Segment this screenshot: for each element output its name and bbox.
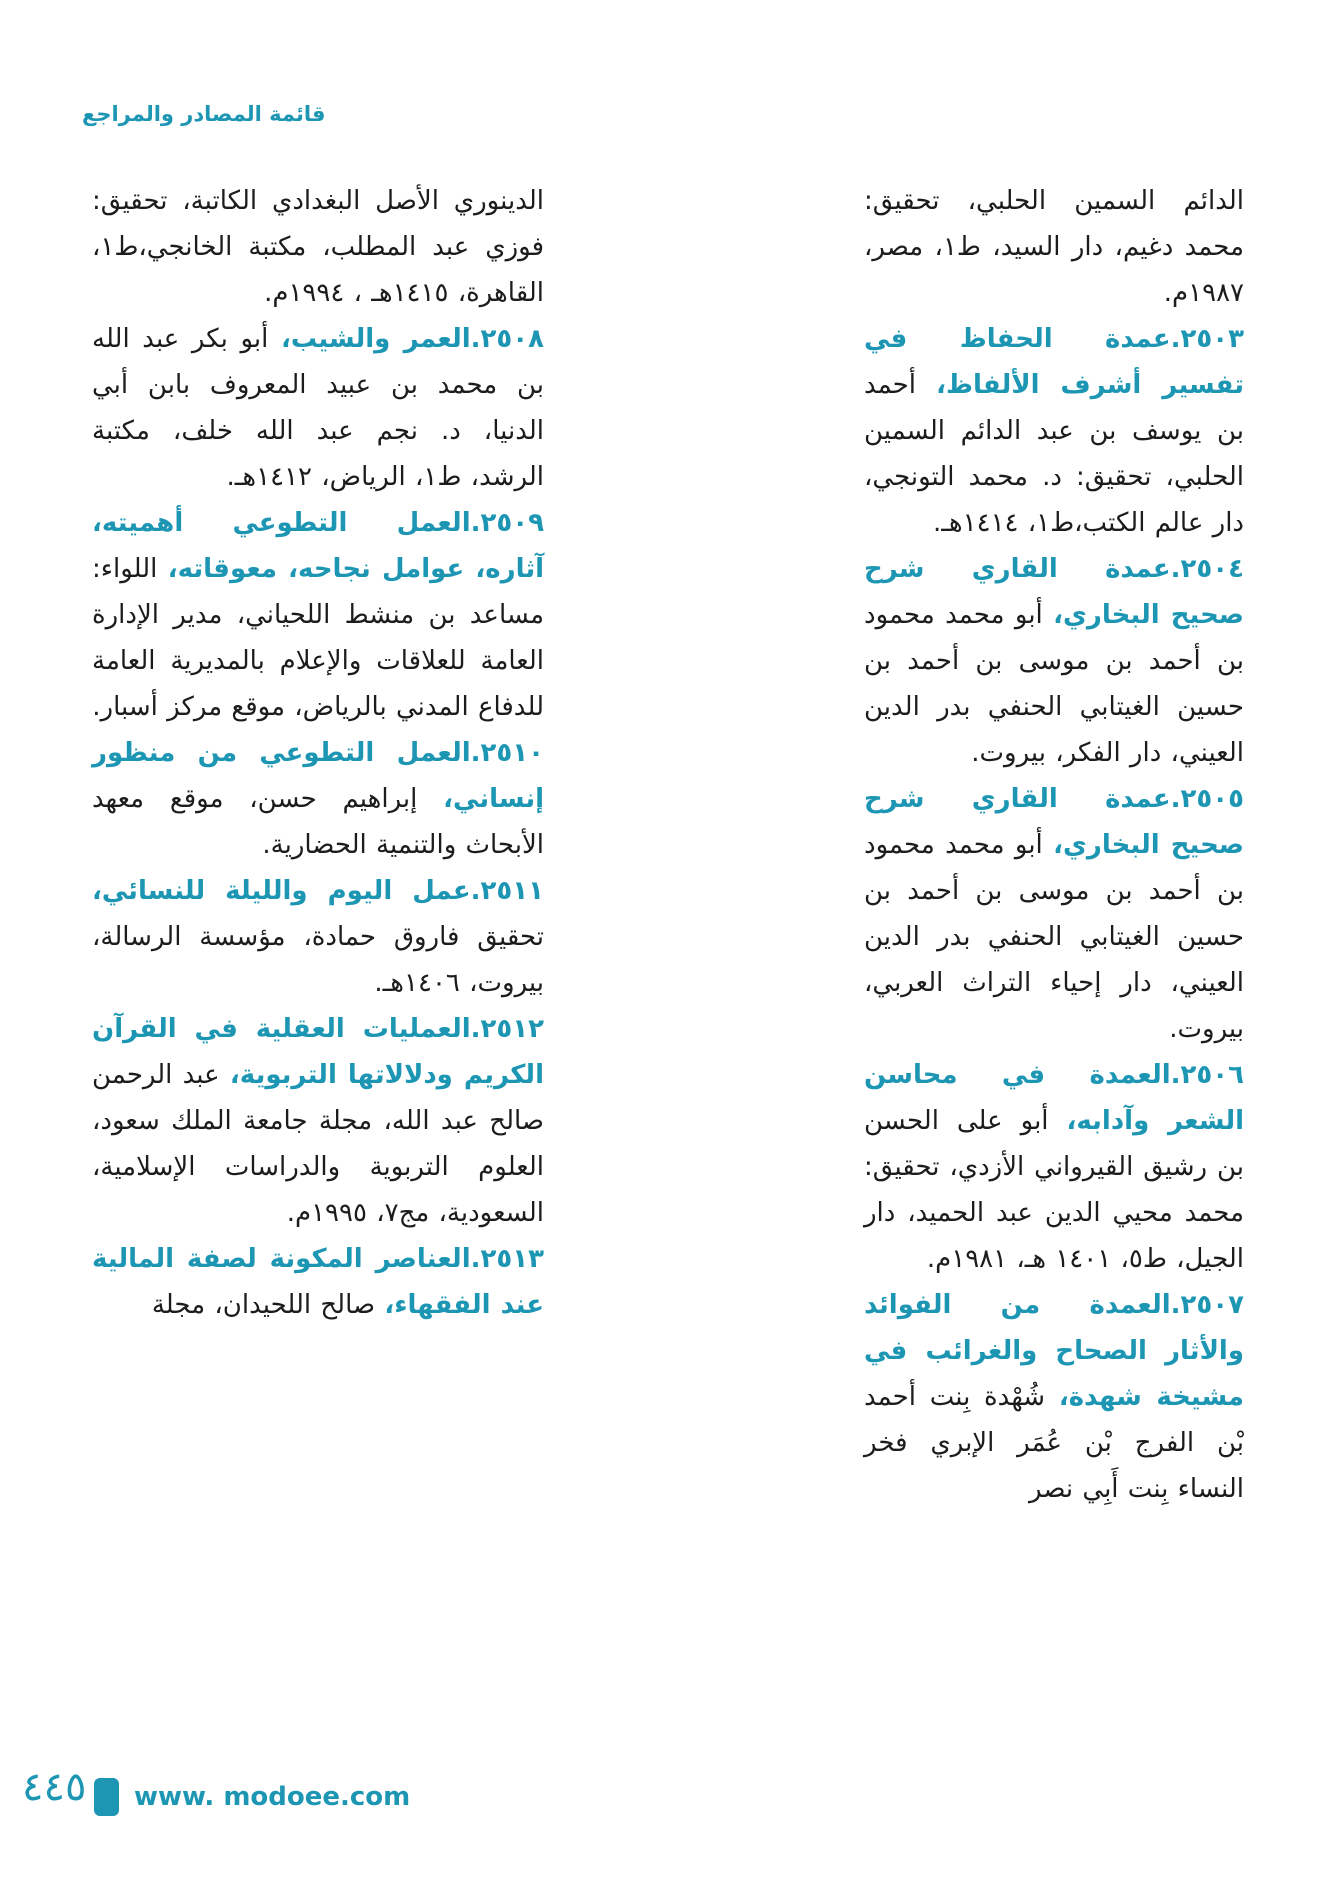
entry-number: ٢٥٠٦. — [1170, 1060, 1244, 1090]
entry-title: العمل التطوعي أهميته، آثاره، عوامل نجاحه، معوقاته، — [92, 508, 545, 584]
entry-number: ٢٥٠٣. — [1170, 324, 1244, 354]
entry-number: ٢٥٠٥. — [1170, 784, 1244, 814]
entry-number: ٢٥١١. — [470, 876, 544, 906]
website-url: www. modoee.com — [134, 1782, 411, 1812]
entry-title: العمل التطوعي من منظور إنساني، — [92, 738, 544, 814]
bibliography-entry — [92, 1006, 544, 1236]
entry-body: إبراهيم حسن، موقع معهد الأبحاث والتنمية الحضارية. — [92, 784, 544, 860]
bibliography-entry — [864, 1282, 1244, 1512]
bibliography-entry — [92, 868, 544, 1006]
page-number: ٤٤٥ — [22, 1764, 87, 1810]
entry-body: شُهْدة بِنت أحمد بْن الفرج بْن عُمَر الإبري فخر النساء بِنت أَبِي نصر — [864, 1382, 1244, 1504]
entry-title: العمدة في محاسن الشعر وآدابه، — [864, 1060, 1244, 1136]
column-right — [864, 178, 1244, 1512]
bibliography-entry — [92, 500, 544, 730]
entry-body: أبو بكر عبد الله بن محمد بن عبيد المعروف بابن أبي الدنيا، د. نجم عبد الله خلف، مكتبة الرشد، ط١، الرياض، ١٤١٢هـ. — [92, 324, 544, 492]
entry-number: ٢٥١٠. — [470, 738, 544, 768]
bibliography-entry — [92, 730, 544, 868]
entry-body: عبد الرحمن صالح عبد الله، مجلة جامعة الملك سعود، العلوم التربوية والدراسات الإسلامية، السعودية، مج٧، ١٩٩٥م. — [92, 1060, 544, 1228]
entry-continuation — [92, 178, 544, 316]
entry-number: ٢٥٠٧. — [1170, 1290, 1244, 1320]
entry-title: العمليات العقلية في القرآن الكريم ودلالاتها التربوية، — [92, 1014, 544, 1090]
footer-divider-bar — [94, 1778, 119, 1816]
entry-body: الدينوري الأصل البغدادي الكاتبة، تحقيق: فوزي عبد المطلب، مكتبة الخانجي،ط١، القاهرة، ١٤١٥هـ ، ١٩٩٤م. — [92, 186, 544, 308]
page-header-title: قائمة المصادر والمراجع — [82, 102, 326, 126]
entry-title: عمدة الحفاظ في تفسير أشرف الألفاظ، — [864, 324, 1244, 400]
entry-body: صالح اللحيدان، مجلة — [151, 1290, 376, 1320]
entry-body: أبو على الحسن بن رشيق القيرواني الأزدي، تحقيق: محمد محيي الدين عبد الحميد، دار الجيل، ط٥، ١٤٠١ هـ، ١٩٨١م. — [864, 1106, 1244, 1274]
bibliography-entry — [864, 776, 1244, 1052]
entry-title: عمدة القاري شرح صحيح البخاري، — [864, 784, 1244, 860]
entry-title: عمل اليوم والليلة للنسائي، — [92, 876, 471, 906]
entry-title: العمدة من الفوائد والأثار الصحاح والغرائب في مشيخة شهدة، — [864, 1290, 1244, 1412]
entry-title: العناصر المكونة لصفة المالية عند الفقهاء، — [92, 1244, 544, 1320]
entry-body: تحقيق فاروق حمادة، مؤسسة الرسالة، بيروت، ١٤٠٦هـ. — [92, 922, 544, 998]
entry-body: أحمد بن يوسف بن عبد الدائم السمين الحلبي، تحقيق: د. محمد التونجي، دار عالم الكتب،ط١، ١٤١٤هـ. — [864, 370, 1244, 538]
bibliography-entry — [92, 1236, 544, 1328]
entry-number: ٢٥٠٩. — [470, 508, 544, 538]
entry-body: أبو محمد محمود بن أحمد بن موسى بن أحمد بن حسين الغيتابي الحنفي بدر الدين العيني، دار الفكر، بيروت. — [864, 600, 1244, 768]
bibliography-content — [92, 178, 1244, 1512]
bibliography-entry — [864, 546, 1244, 776]
entry-body: اللواء: مساعد بن منشط اللحياني، مدير الإدارة العامة للعلاقات والإعلام بالمديرية العامة للدفاع المدني بالرياض، موقع مركز أسبار. — [92, 554, 544, 722]
entry-number: ٢٥٠٤. — [1170, 554, 1244, 584]
entry-number: ٢٥٠٨. — [470, 324, 544, 354]
entry-number: ٢٥١٣. — [470, 1244, 544, 1274]
entry-body: الدائم السمين الحلبي، تحقيق: محمد دغيم، دار السيد، ط١، مصر، ١٩٨٧م. — [864, 186, 1244, 308]
bibliography-entry — [864, 1052, 1244, 1282]
entry-title: عمدة القاري شرح صحيح البخاري، — [864, 554, 1244, 630]
bibliography-entry — [864, 316, 1244, 546]
entry-title: العمر والشيب، — [280, 324, 471, 354]
entry-number: ٢٥١٢. — [470, 1014, 544, 1044]
column-left — [92, 178, 544, 1512]
entry-continuation — [864, 178, 1244, 316]
bibliography-entry — [92, 316, 544, 500]
entry-body: أبو محمد محمود بن أحمد بن موسى بن أحمد بن حسين الغيتابي الحنفي بدر الدين العيني، دار إحياء التراث العربي، بيروت. — [864, 830, 1244, 1044]
